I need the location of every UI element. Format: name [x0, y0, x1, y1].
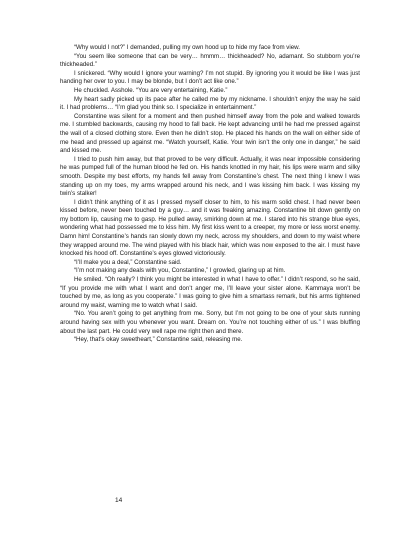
paragraph: “I’m not making any deals with you, Constantine,” I growled, glaring up at him.	[74, 267, 286, 275]
paragraph: “You seem like someone that can be very… hmmm… thickheaded? No, adamant. So stubborn you’re thickheaded.”	[60, 52, 360, 69]
paragraph: He smiled. “Oh really? I think you might be interested in what I have to offer.” I didn’t respond, so he said, “If you provide me with what I want and don’t anger me, I’ll leave your sister alone. Kammaya won’t be touched by me, as long as you cooperate.” I was going to give him a smartass remark, but his arms tightened around my waist, warning me to watch what I said.	[60, 276, 360, 309]
paragraph: “No. You aren’t going to get anything from me. Sorry, but I’m not going to be one of your sluts running around having sex with you whenever you want. Dream on. You’re not touching either of us.” I was bluffing about the last part. He could very well rape me right then and there.	[60, 310, 360, 335]
body-text	[60, 44, 360, 345]
paragraph: “Hey, that’s okay sweetheart,” Constantine said, releasing me.	[74, 336, 243, 344]
paragraph: I didn’t think anything of it as I pressed myself closer to him, to his warm solid chest. I had never been kissed before, never been touched by a guy… and it was freaking amazing. Constantine bit down gently on my bottom lip, causing me to gasp. He pulled away, smirking down at me. I stared into his strange blue eyes, wondering what had possessed me to kiss him. My first kiss went to a creeper, my more or less worst enemy. Damn him! Constantine’s hands ran slowly down my neck, across my shoulders, and down to my waist where they wrapped around me. The wind played with his black hair, which was now exposed to the air. I must have knocked his hood off. Constantine’s eyes glowed victoriously.	[60, 198, 360, 258]
paragraph: I snickered. “Why would I ignore your warning? I’m not stupid. By ignoring you it would be like I was just handing her over to you. I may be blonde, but I don’t act like one.”	[60, 69, 360, 86]
paragraph: He chuckled. Asshole. “You are very entertaining, Katie.”	[74, 86, 228, 94]
paragraph: I tried to push him away, but that proved to be very difficult. Actually, it was near impossible considering he was pumped full of the human blood he fed on. His hands knotted in my hair, his lips were warm and silky smooth. Despite my best efforts, my hands fell away from Constantine’s chest. The next thing I knew I was standing up on my toes, my arms wrapped around his neck, and I was kissing him back. I was kissing my twin’s stalker!	[60, 155, 360, 198]
paragraph: “Why would I not?” I demanded, pulling my own hood up to hide my face from view.	[74, 44, 300, 51]
paragraph: Constantine was silent for a moment and then pushed himself away from the pole and walked towards me. I stumbled backwards, causing my hood to fall back. He kept advancing until he had me pressed against the wall of a closed clothing store. Even then he didn’t stop. He placed his hands on the wall on either side of me head and pressed up against me. “Watch yourself, Katie. Your twin isn’t the only one in danger,” he said and kissed me.	[60, 112, 360, 155]
paragraph: “I’ll make you a deal,” Constantine said.	[74, 258, 182, 266]
page-number: 14	[115, 497, 123, 504]
paragraph: My heart sadly picked up its pace after he called me by my nickname. I shouldn’t enjoy the way he said it. I had problems… “I’m glad you think so. I specialize in entertainment.”	[60, 95, 360, 112]
